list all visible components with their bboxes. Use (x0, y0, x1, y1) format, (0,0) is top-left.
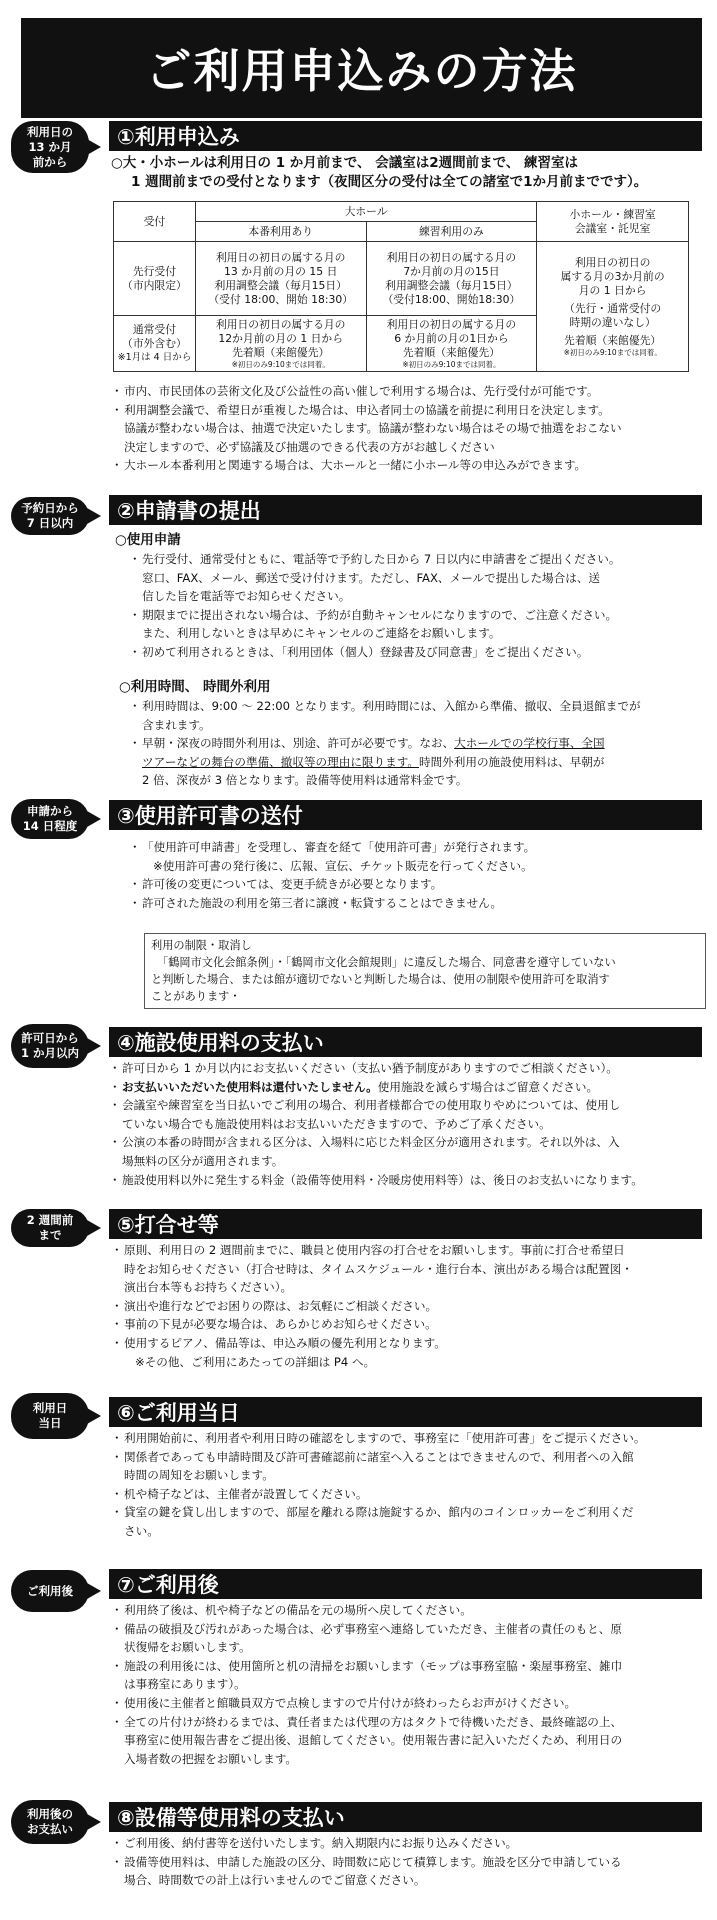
section-heading-3: ③使用許可書の送付 (109, 800, 702, 830)
list-item: 状復帰をお願いします。 (124, 1640, 251, 1655)
s5-bullets (113, 1241, 713, 1371)
s1-intro-line1: ○大・小ホールは利用日の 1 か月前まで、 会議室は2週間前まで、 練習室は (111, 155, 579, 171)
list-item: ・ 期限までに提出されない場合は、予約が自動キャンセルになりますので、ご注意ください。 (131, 606, 711, 625)
s2-sub-heading-1: ○使用申請 (115, 532, 181, 548)
s3-bullets (131, 838, 711, 912)
th-daihall: 大ホール (195, 202, 536, 222)
list-item: 信した旨を電話等でお知らせください。 (142, 589, 351, 604)
list-item: ・ 施設使用料以外に発生する料金（設備等使用料・冷暖房使用料等）は、後日のお支払いになります。 (111, 1171, 711, 1190)
list-item: ※使用許可書の発行後に、広報、宣伝、チケット販売を行ってください。 (153, 858, 533, 873)
list-item: 時間の周知をお願いします。 (124, 1468, 274, 1483)
list-item: 決定しますので、必ず協議及び抽選のできる代表の方がお越しください (124, 439, 495, 454)
s7-bullets (113, 1601, 713, 1768)
section-heading-2: ②申請書の提出 (109, 495, 702, 525)
list-item: ・ 先行受付、通常受付ともに、電話等で予約した日から 7 日以内に申請書をご提出ください。 (131, 550, 711, 569)
list-item: ・ 備品の破損及び汚れがあった場合は、必ず事務室へ連絡していただき、主催者の責任のもと、原 (113, 1620, 713, 1639)
list-item: 場無料の区分が適用されます。 (122, 1153, 284, 1168)
page-title: ご利用申込みの方法 (21, 18, 702, 118)
list-item: ・ 利用時間は、9:00 〜 22:00 となります。利用時間には、入館から準備、撤収、全員退館までが (131, 697, 711, 716)
step-badge-7: ご利用後 (11, 1570, 89, 1612)
list-item: 時をお知らせください（打合せ時は、タイムスケジュール・進行台本、演出がある場合は配置図・ (124, 1261, 633, 1276)
reservation-table (113, 201, 689, 372)
list-item: ・ 許可日から 1 か月以内にお支払いください（支払い猶予制度がありますのでご相談ください）。 (111, 1059, 711, 1078)
row-senko-honban: 利用日の初日の属する月の 13 か月前の月の 15 日 利用調整会議（毎月15日） （受付 18:00、開始 18:30） (195, 242, 366, 316)
list-item: ・ 設備等使用料は、申請した施設の区分、時間数に応じて積算します。施設を区分で申請している (113, 1853, 713, 1872)
s1-bullets (113, 382, 713, 475)
list-item: は事務室にあります）。 (124, 1677, 246, 1692)
row-tsujo-renshu: 利用日の初日の属する月の 6 か月前の月の1日から 先着順（来館優先） ※初日のみ9:10までは同着。 (366, 316, 537, 372)
list-item: ・ 貸室の鍵を貸し出しますので、部屋を離れる際は施錠するか、館内のコインロッカーをご利用くだ (113, 1503, 713, 1522)
list-item: ・ 「使用許可申請書」を受理し、審査を経て「使用許可書」が発行されます。 (131, 838, 711, 857)
list-item: また、利用しないときは早めにキャンセルのご連絡をお願いします。 (142, 626, 501, 641)
step-badge-5: 2 週間前 まで (11, 1209, 89, 1247)
list-item: 演出台本等もお持ちください）。 (124, 1280, 293, 1295)
th-renshu: 練習利用のみ (366, 222, 537, 242)
list-item: ・ お支払いいただいた使用料は還付いたしません。使用施設を減らす場合はご留意ください。 (111, 1078, 711, 1097)
section-heading-7: ⑦ご利用後 (109, 1569, 702, 1599)
list-item: ・ 許可された施設の利用を第三者に譲渡・転貸することはできません。 (131, 894, 711, 913)
section-heading-1: ①利用申込み (109, 121, 702, 151)
list-item: 事務室に使用報告書をご提出後、退館してください。使用報告書に記入いただくため、利用日の (124, 1733, 623, 1748)
list-item: ・ 施設の利用後には、使用箇所と机の清掃をお願いします（モップは事務室脇・楽屋事務室、雑巾 (113, 1657, 713, 1676)
step-badge-8: 利用後の お支払い (11, 1800, 89, 1844)
s2-sub-heading-2: ○利用時間、 時間外利用 (119, 679, 271, 695)
list-item: ・ 大ホール本番利用と関連する場合は、大ホールと一緒に小ホール等の申込みができます。 (113, 456, 713, 475)
list-item: ・ 使用するピアノ、備品等は、申込み順の優先利用となります。 (113, 1334, 713, 1353)
section-heading-4: ④施設使用料の支払い (109, 1027, 702, 1057)
restriction-notice-box: 利用の制限・取消し 「鶴岡市文化会館条例」・「鶴岡市文化会館規則」に違反した場合、同意書を遵守していない と判断した場合、または館が適切でないと判断した場合は、使用の制限や使用許可を取消す ことがあります・ (144, 933, 706, 1009)
list-item: 含まれます。 (142, 717, 211, 732)
s2-bullets-2 (131, 697, 711, 790)
row-other-cell: 利用日の初日の 属する月の3か月前の 月の 1 日から （先行・通常受付の 時期の違いなし） 先着順（来館優先） ※初日のみ9:10までは同着。 (537, 242, 689, 372)
s4-bullets (111, 1059, 711, 1189)
list-item: ・ 公演の本番の時間が含まれる区分は、入場料に応じた料金区分が適用されます。それ以外は、入 (111, 1133, 711, 1152)
list-item: ・ 許可後の変更については、変更手続きが必要となります。 (131, 875, 711, 894)
step-badge-2: 予約日から 7 日以内 (11, 497, 89, 535)
step-badge-3: 申請から 14 日程度 (11, 799, 89, 839)
list-item: ・ 利用終了後は、机や椅子などの備品を元の場所へ戻してください。 (113, 1601, 713, 1620)
s2-bullets-1 (131, 550, 711, 662)
list-item: 窓口、FAX、メール、郵送で受け付けます。ただし、FAX、メールで提出した場合は、送 (142, 570, 601, 585)
list-item: ・ 初めて利用されるときは、「利用団体（個人）登録書及び同意書」をご提出ください。 (131, 643, 711, 662)
list-item: ・ 利用開始前に、利用者や利用日時の確認をしますので、事務室に「使用許可書」をご提示ください。 (113, 1429, 713, 1448)
s8-bullets (113, 1834, 713, 1890)
list-item: さい。 (124, 1523, 159, 1538)
list-item: ・ 使用後に主催者と館職員双方で点検しますので片付けが終わったらお声がけください。 (113, 1694, 713, 1713)
list-item: 場合、時間数での計上は行いませんのでご留意ください。 (124, 1873, 426, 1888)
list-item: ・ 早朝・深夜の時間外利用は、別途、許可が必要です。なお、大ホールでの学校行事、全国 (131, 734, 711, 753)
row-tsujo-honban: 利用日の初日の属する月の 12か月前の月の 1 日から 先着順（来館優先） ※初日のみ9:10までは同着。 (195, 316, 366, 372)
list-item: ・ 事前の下見が必要な場合は、あらかじめお知らせください。 (113, 1315, 713, 1334)
th-honban: 本番利用あり (195, 222, 366, 242)
list-item: ・ 市内、市民団体の芸術文化及び公益性の高い催しで利用する場合は、先行受付が可能です。 (113, 382, 713, 401)
list-item: 協議が整わない場合は、抽選で決定いたします。協議が整わない場合はその場で抽選をおこない (124, 421, 622, 436)
list-item: ・ 演出や進行などでお困りの際は、お気軽にご相談ください。 (113, 1297, 713, 1316)
list-item: ・ 机や椅子などは、主催者が設置してください。 (113, 1485, 713, 1504)
section-heading-6: ⑥ご利用当日 (109, 1397, 702, 1427)
step-badge-6: 利用日 当日 (11, 1393, 89, 1439)
s1-intro-line2: 1 週間前までの受付となります（夜間区分の受付は全ての諸室で1か月前までです）。 (131, 174, 648, 190)
row-tsujo-label: 通常受付 （市外含む） ※1月は 4 日から (114, 316, 196, 372)
list-item: 2 倍、深夜が 3 倍となります。設備等使用料は通常料金です。 (142, 773, 468, 788)
list-item: ※その他、ご利用にあたっての詳細は P4 へ。 (135, 1354, 376, 1369)
row-senko-renshu: 利用日の初日の属する月の 7か月前の月の15日 利用調整会議（毎月15日） （受付18:00、開始18:30） (366, 242, 537, 316)
list-item: ・ 原則、利用日の 2 週間前までに、職員と使用内容の打合せをお願いします。事前に打合せ希望日 (113, 1241, 713, 1260)
list-item: ・ 利用調整会議で、希望日が重複した場合は、申込者同士の協議を前提に利用日を決定します。 (113, 401, 713, 420)
row-senko-label: 先行受付 （市内限定） (114, 242, 196, 316)
list-item: 入場者数の把握をお願いします。 (124, 1751, 297, 1766)
list-item: ・ 全ての片付けが終わるまでは、責任者または代理の方はタクトで待機いただき、最終確認の上、 (113, 1713, 713, 1732)
section-heading-8: ⑧設備等使用料の支払い (109, 1802, 702, 1832)
list-item: ・ ご利用後、納付書等を送付いたします。納入期限内にお振り込みください。 (113, 1834, 713, 1853)
step-badge-4: 許可日から 1 か月以内 (11, 1024, 89, 1068)
step-badge-1: 利用日の 13 か月 前から (11, 121, 89, 173)
list-item: ていない場合でも施設使用料はお支払いいただきますので、予めご了承ください。 (122, 1116, 551, 1131)
th-other: 小ホール・練習室 会議室・託児室 (537, 202, 689, 242)
list-item: ・ 会議室や練習室を当日払いでご利用の場合、利用者様都合での使用取りやめについては、使用し (111, 1096, 711, 1115)
section-heading-5: ⑤打合せ等 (109, 1209, 702, 1239)
s6-bullets (113, 1429, 713, 1541)
th-uketsuke: 受付 (114, 202, 196, 242)
list-item: ・ 関係者であっても申請時間及び許可書確認前に諸室へ入ることはできませんので、利用者への入館 (113, 1448, 713, 1467)
list-item: ツアーなどの舞台の準備、撤収等の理由に限ります。時間外利用の施設使用料は、早朝が (142, 754, 605, 769)
